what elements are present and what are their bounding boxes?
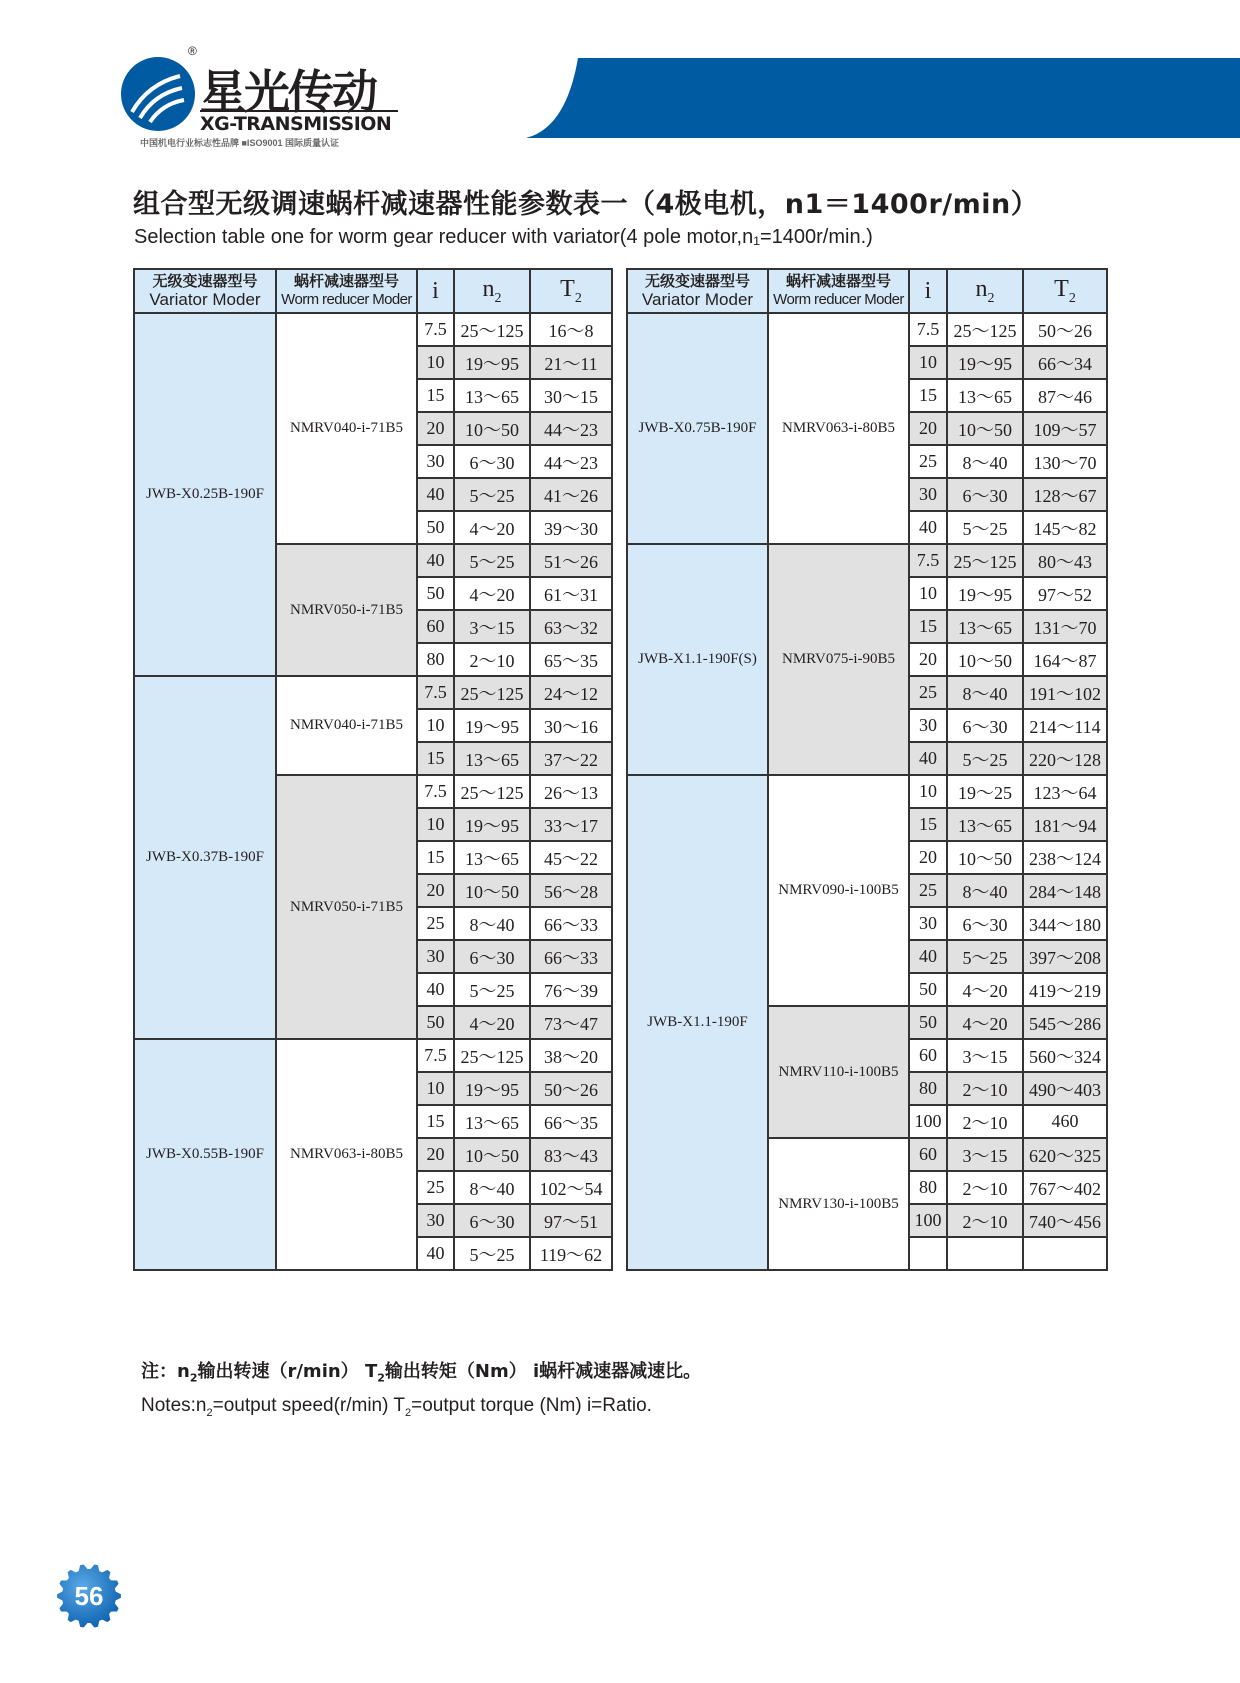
ratio-cell: 25: [417, 1171, 454, 1204]
output-speed-cell: 13～65: [947, 379, 1023, 412]
reducer-model-cell: NMRV130-i-100B5: [768, 1138, 909, 1270]
ratio-cell: 40: [417, 973, 454, 1006]
output-speed-cell: 5～25: [947, 940, 1023, 973]
ratio-cell: 7.5: [417, 676, 454, 709]
output-torque-cell: 238～124: [1023, 841, 1107, 874]
ratio-cell: 50: [417, 1006, 454, 1039]
output-speed-cell: 10～50: [454, 412, 530, 445]
ratio-cell: 30: [909, 478, 947, 511]
output-torque-cell: 130～70: [1023, 445, 1107, 478]
ratio-cell: 30: [417, 445, 454, 478]
output-torque-cell: 61～31: [530, 577, 612, 610]
ratio-cell: 10: [417, 1072, 454, 1105]
ratio-cell: 10: [417, 808, 454, 841]
output-torque-cell: 545～286: [1023, 1006, 1107, 1039]
table-header-row: [134, 269, 612, 313]
ratio-cell: 40: [417, 544, 454, 577]
output-speed-cell: 2～10: [947, 1105, 1023, 1138]
output-torque-cell: 44～23: [530, 412, 612, 445]
output-torque-cell: 419～219: [1023, 973, 1107, 1006]
output-torque-cell: 21～11: [530, 346, 612, 379]
output-torque-cell: 33～17: [530, 808, 612, 841]
output-speed-cell: 19～95: [454, 1072, 530, 1105]
output-speed-cell: 2～10: [947, 1171, 1023, 1204]
output-torque-cell: 490～403: [1023, 1072, 1107, 1105]
output-speed-cell: 4～20: [454, 1006, 530, 1039]
output-torque-cell: 44～23: [530, 445, 612, 478]
header-t2: $T_2$: [530, 269, 612, 313]
output-speed-cell: 25～125: [454, 775, 530, 808]
notes-cn: 注：$n_2$输出转速（r/min） $T_2$输出转矩（Nm） i蜗杆减速器减速比。: [141, 1361, 702, 1385]
output-torque-cell: 740～456: [1023, 1204, 1107, 1237]
output-torque-cell: 460: [1023, 1105, 1107, 1138]
output-speed-cell: 19～25: [947, 775, 1023, 808]
ratio-cell: 10: [417, 346, 454, 379]
output-torque-cell: 83～43: [530, 1138, 612, 1171]
output-speed-cell: 19～95: [947, 346, 1023, 379]
reducer-model-cell: NMRV050-i-71B5: [276, 775, 417, 1039]
ratio-cell: 20: [909, 412, 947, 445]
output-torque-cell: 30～15: [530, 379, 612, 412]
ratio-cell: 15: [417, 379, 454, 412]
output-speed-cell: 10～50: [947, 841, 1023, 874]
ratio-cell: [909, 1237, 947, 1270]
output-speed-cell: 5～25: [454, 544, 530, 577]
output-speed-cell: 8～40: [947, 676, 1023, 709]
output-speed-cell: 13～65: [454, 841, 530, 874]
ratio-cell: 7.5: [909, 313, 947, 346]
header-n2: $n_2$: [454, 269, 530, 313]
output-torque-cell: 397～208: [1023, 940, 1107, 973]
ratio-cell: 15: [417, 742, 454, 775]
ratio-cell: 10: [909, 775, 947, 808]
output-torque-cell: 214～114: [1023, 709, 1107, 742]
reducer-model-cell: NMRV075-i-90B5: [768, 544, 909, 775]
ratio-cell: 100: [909, 1204, 947, 1237]
output-torque-cell: 164～87: [1023, 643, 1107, 676]
output-torque-cell: 220～128: [1023, 742, 1107, 775]
notes: [141, 1358, 701, 1426]
output-speed-cell: 6～30: [947, 478, 1023, 511]
output-torque-cell: 102～54: [530, 1171, 612, 1204]
ratio-cell: 15: [909, 379, 947, 412]
reducer-model-cell: NMRV110-i-100B5: [768, 1006, 909, 1138]
output-torque-cell: 97～52: [1023, 577, 1107, 610]
brand-logo: [118, 44, 408, 150]
output-torque-cell: 128～67: [1023, 478, 1107, 511]
output-speed-cell: 5～25: [947, 511, 1023, 544]
output-speed-cell: 6～30: [947, 709, 1023, 742]
output-speed-cell: 10～50: [947, 412, 1023, 445]
ratio-cell: 60: [909, 1138, 947, 1171]
output-torque-cell: [1023, 1237, 1107, 1270]
reducer-model-cell: NMRV040-i-71B5: [276, 676, 417, 775]
ratio-cell: 80: [909, 1171, 947, 1204]
ratio-cell: 80: [417, 643, 454, 676]
ratio-cell: 80: [909, 1072, 947, 1105]
output-speed-cell: 8～40: [947, 874, 1023, 907]
header-variator: 无级变速器型号 Variator Moder: [627, 269, 768, 313]
output-speed-cell: 25～125: [947, 544, 1023, 577]
output-speed-cell: 10～50: [454, 874, 530, 907]
output-speed-cell: 13～65: [947, 808, 1023, 841]
ratio-cell: 100: [909, 1105, 947, 1138]
header-variator: 无级变速器型号 Variator Moder: [134, 269, 276, 313]
brand-name-cn: 星光传动: [200, 65, 376, 119]
output-speed-cell: 19～95: [454, 346, 530, 379]
output-speed-cell: 3～15: [454, 610, 530, 643]
output-speed-cell: 19～95: [454, 808, 530, 841]
ratio-cell: 10: [417, 709, 454, 742]
notes-en: $Notes:n_2=output$ speed(r/min) $T_2=output$ torque (Nm) i=Ratio.: [141, 1394, 652, 1419]
output-torque-cell: 80～43: [1023, 544, 1107, 577]
ratio-cell: 15: [417, 1105, 454, 1138]
output-torque-cell: 41～26: [530, 478, 612, 511]
ratio-cell: 25: [909, 676, 947, 709]
output-speed-cell: 8～40: [947, 445, 1023, 478]
output-speed-cell: 19～95: [454, 709, 530, 742]
variator-model-cell: JWB-X0.25B-190F: [134, 313, 276, 676]
brand-tagline: 中国机电行业标志性品牌 ■ISO9001 国际质量认证: [140, 138, 339, 148]
output-speed-cell: 3～15: [947, 1039, 1023, 1072]
variator-model-cell: JWB-X0.55B-190F: [134, 1039, 276, 1270]
output-torque-cell: 38～20: [530, 1039, 612, 1072]
ratio-cell: 25: [909, 445, 947, 478]
table-row: [134, 1039, 612, 1072]
ratio-cell: 40: [909, 511, 947, 544]
table-row: [134, 676, 612, 709]
output-speed-cell: 4～20: [947, 973, 1023, 1006]
ratio-cell: 40: [417, 1237, 454, 1270]
ratio-cell: 10: [909, 346, 947, 379]
output-speed-cell: 25～125: [454, 313, 530, 346]
output-torque-cell: 26～13: [530, 775, 612, 808]
ratio-cell: 50: [909, 1006, 947, 1039]
output-speed-cell: 25～125: [454, 1039, 530, 1072]
output-torque-cell: 191～102: [1023, 676, 1107, 709]
table-row: [627, 775, 1107, 808]
output-torque-cell: 145～82: [1023, 511, 1107, 544]
ratio-cell: 40: [417, 478, 454, 511]
output-speed-cell: 13～65: [454, 742, 530, 775]
output-speed-cell: 4～20: [454, 511, 530, 544]
logo-emblem-icon: [118, 54, 198, 134]
output-speed-cell: 19～95: [947, 577, 1023, 610]
ratio-cell: 30: [909, 907, 947, 940]
ratio-cell: 25: [417, 907, 454, 940]
output-torque-cell: 65～35: [530, 643, 612, 676]
ratio-cell: 40: [909, 940, 947, 973]
ratio-cell: 7.5: [909, 544, 947, 577]
table-row: [134, 313, 612, 346]
table-header-row: [627, 269, 1107, 313]
output-torque-cell: 39～30: [530, 511, 612, 544]
output-speed-cell: 2～10: [947, 1072, 1023, 1105]
output-speed-cell: 13～65: [947, 610, 1023, 643]
ratio-cell: 60: [417, 610, 454, 643]
output-torque-cell: 66～33: [530, 940, 612, 973]
selection-table-right: [626, 268, 1108, 1271]
header-reducer: 蜗杆减速器型号 Worm reducer Moder: [276, 269, 417, 313]
registered-mark: ®: [188, 44, 197, 58]
output-torque-cell: 181～94: [1023, 808, 1107, 841]
output-speed-cell: 6～30: [454, 1204, 530, 1237]
header-t2: $T_2$: [1023, 269, 1107, 313]
ratio-cell: 20: [909, 643, 947, 676]
reducer-model-cell: NMRV063-i-80B5: [768, 313, 909, 544]
ratio-cell: 50: [417, 511, 454, 544]
output-torque-cell: 620～325: [1023, 1138, 1107, 1171]
output-speed-cell: 3～15: [947, 1138, 1023, 1171]
header-n2: $n_2$: [947, 269, 1023, 313]
output-torque-cell: 66～34: [1023, 346, 1107, 379]
ratio-cell: 30: [909, 709, 947, 742]
output-torque-cell: 131～70: [1023, 610, 1107, 643]
output-torque-cell: 56～28: [530, 874, 612, 907]
reducer-model-cell: NMRV063-i-80B5: [276, 1039, 417, 1270]
output-torque-cell: 76～39: [530, 973, 612, 1006]
header-i: i: [417, 269, 454, 313]
output-torque-cell: 50～26: [530, 1072, 612, 1105]
output-speed-cell: [947, 1237, 1023, 1270]
output-torque-cell: 24～12: [530, 676, 612, 709]
output-speed-cell: 25～125: [454, 676, 530, 709]
output-torque-cell: 560～324: [1023, 1039, 1107, 1072]
variator-model-cell: JWB-X0.75B-190F: [627, 313, 768, 544]
output-speed-cell: 10～50: [947, 643, 1023, 676]
output-torque-cell: 123～64: [1023, 775, 1107, 808]
output-torque-cell: 97～51: [530, 1204, 612, 1237]
ratio-cell: 20: [417, 412, 454, 445]
ratio-cell: 50: [909, 973, 947, 1006]
ratio-cell: 20: [417, 1138, 454, 1171]
ratio-cell: 20: [909, 841, 947, 874]
output-speed-cell: 8～40: [454, 1171, 530, 1204]
header-i: i: [909, 269, 947, 313]
ratio-cell: 25: [909, 874, 947, 907]
ratio-cell: 50: [417, 577, 454, 610]
output-speed-cell: 6～30: [454, 940, 530, 973]
ratio-cell: 7.5: [417, 313, 454, 346]
variator-model-cell: JWB-X0.37B-190F: [134, 676, 276, 1039]
output-speed-cell: 5～25: [454, 973, 530, 1006]
ratio-cell: 60: [909, 1039, 947, 1072]
output-speed-cell: 8～40: [454, 907, 530, 940]
variator-model-cell: JWB-X1.1-190F: [627, 775, 768, 1270]
output-torque-cell: 16～8: [530, 313, 612, 346]
output-torque-cell: 284～148: [1023, 874, 1107, 907]
output-torque-cell: 50～26: [1023, 313, 1107, 346]
output-torque-cell: 66～35: [530, 1105, 612, 1138]
output-torque-cell: 87～46: [1023, 379, 1107, 412]
reducer-model-cell: NMRV090-i-100B5: [768, 775, 909, 1006]
output-torque-cell: 45～22: [530, 841, 612, 874]
output-torque-cell: 63～32: [530, 610, 612, 643]
ratio-cell: 40: [909, 742, 947, 775]
output-speed-cell: 5～25: [454, 478, 530, 511]
output-speed-cell: 13～65: [454, 379, 530, 412]
ratio-cell: 7.5: [417, 775, 454, 808]
output-speed-cell: 5～25: [947, 742, 1023, 775]
output-speed-cell: 4～20: [454, 577, 530, 610]
selection-table-left: [133, 268, 613, 1271]
header-banner: [526, 58, 1240, 138]
output-speed-cell: 10～50: [454, 1138, 530, 1171]
ratio-cell: 10: [909, 577, 947, 610]
ratio-cell: 15: [909, 808, 947, 841]
ratio-cell: 7.5: [417, 1039, 454, 1072]
table-row: [627, 313, 1107, 346]
page-number: 56: [74, 1581, 104, 1611]
ratio-cell: 15: [909, 610, 947, 643]
output-speed-cell: 25～125: [947, 313, 1023, 346]
output-speed-cell: 4～20: [947, 1006, 1023, 1039]
output-speed-cell: 5～25: [454, 1237, 530, 1270]
output-speed-cell: 13～65: [454, 1105, 530, 1138]
output-torque-cell: 109～57: [1023, 412, 1107, 445]
output-torque-cell: 767～402: [1023, 1171, 1107, 1204]
reducer-model-cell: NMRV040-i-71B5: [276, 313, 417, 544]
header-reducer: 蜗杆减速器型号 Worm reducer Moder: [768, 269, 909, 313]
variator-model-cell: JWB-X1.1-190F(S): [627, 544, 768, 775]
reducer-model-cell: NMRV050-i-71B5: [276, 544, 417, 676]
output-torque-cell: 344～180: [1023, 907, 1107, 940]
output-torque-cell: 119～62: [530, 1237, 612, 1270]
page-subtitle: Selection table one for worm gear reducer with variator(4 pole motor,n₁=1400r/min.): [134, 226, 873, 248]
output-torque-cell: 66～33: [530, 907, 612, 940]
output-torque-cell: 73～47: [530, 1006, 612, 1039]
output-speed-cell: 2～10: [947, 1204, 1023, 1237]
page-title: 组合型无级调速蜗杆减速器性能参数表一（4极电机，n1＝1400r/min）: [133, 189, 1039, 220]
output-speed-cell: 6～30: [454, 445, 530, 478]
output-torque-cell: 30～16: [530, 709, 612, 742]
ratio-cell: 15: [417, 841, 454, 874]
output-speed-cell: 6～30: [947, 907, 1023, 940]
brand-name-en: XG-TRANSMISSION: [200, 110, 398, 135]
ratio-cell: 30: [417, 1204, 454, 1237]
table-row: [627, 544, 1107, 577]
output-torque-cell: 51～26: [530, 544, 612, 577]
ratio-cell: 30: [417, 940, 454, 973]
output-torque-cell: 37～22: [530, 742, 612, 775]
ratio-cell: 20: [417, 874, 454, 907]
output-speed-cell: 2～10: [454, 643, 530, 676]
